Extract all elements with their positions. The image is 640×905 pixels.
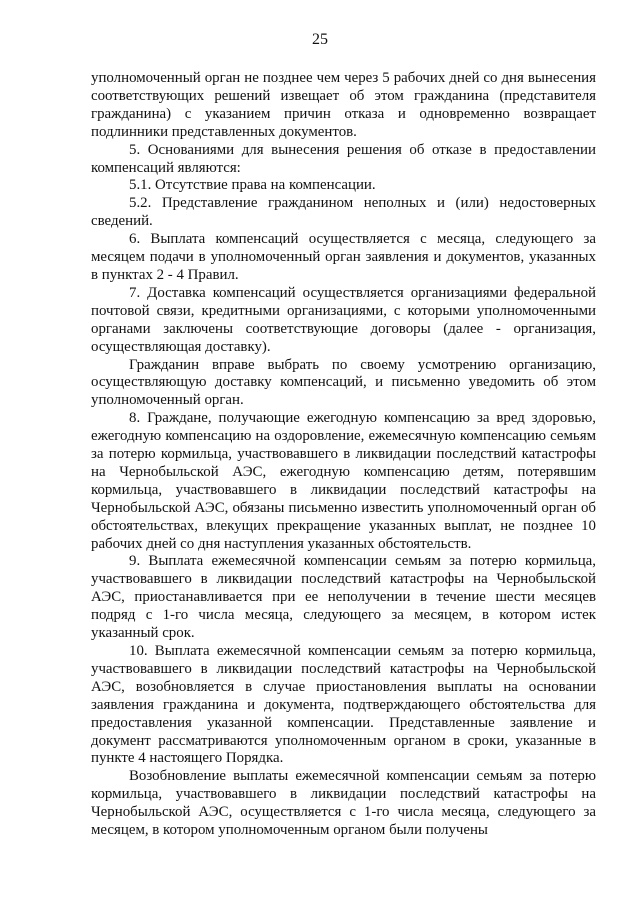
paragraph-5-2: 5.2. Представление гражданином неполных и (или) недостоверных сведений. bbox=[91, 195, 596, 230]
document-body bbox=[91, 70, 596, 840]
paragraph-5-1: 5.1. Отсутствие права на компенсации. bbox=[129, 177, 376, 194]
paragraph-6: 6. Выплата компенсаций осуществляется с месяца, следующего за месяцем подачи в уполномоченный орган заявления и документов, указанных в пунктах 2 - 4 Правил. bbox=[91, 231, 596, 283]
paragraph-9: 9. Выплата ежемесячной компенсации семьям за потерю кормильца, участвовавшего в ликвидации последствий катастрофы на Чернобыльской АЭС, приостанавливается при ее неполучении в течение шести месяцев подряд с 1-го числа месяца, следующего за месяцем, в котором истек указанный срок. bbox=[91, 553, 596, 642]
paragraph-7: 7. Доставка компенсаций осуществляется организациями федеральной почтовой связи, кредитными организациями, с которыми уполномоченными органами заключены соответствующие договоры (далее - организация, осуществляющая доставку). bbox=[91, 284, 596, 355]
paragraph-10-resumption: Возобновление выплаты ежемесячной компенсации семьям за потерю кормильца, участвовавшего в ликвидации последствий катастрофы на Чернобыльской АЭС, осуществляется с 1-го числа месяца, следующего за месяцем, в котором уполномоченным органом были получены bbox=[91, 768, 596, 839]
paragraph-continuation: уполномоченный орган не позднее чем через 5 рабочих дней со дня вынесения соответствующих решений извещает об этом гражданина (представителя гражданина) с указанием причин отказа и одновременно возвращает подлинники представленных документов. bbox=[91, 70, 596, 140]
paragraph-8: 8. Граждане, получающие ежегодную компенсацию за вред здоровью, ежегодную компенсацию на оздоровление, ежемесячную компенсацию семьям за потерю кормильца, участвовавшего в ликвидации последствий катастрофы на Чернобыльской АЭС, ежегодную компенсацию детям, потерявшим кормильца, участвовавшего в ликвидации последствий катастрофы на Чернобыльской АЭС, обязаны письменно известить уполномоченный орган об обстоятельствах, влекущих прекращение указанных выплат, не позднее 10 рабочих дней со дня наступления указанных обстоятельств. bbox=[91, 410, 596, 552]
paragraph-5: 5. Основаниями для вынесения решения об отказе в предоставлении компенсаций являются: bbox=[91, 141, 596, 176]
paragraph-7-delivery-choice: Гражданин вправе выбрать по своему усмотрению организацию, осуществляющую доставку компенсаций, и письменно уведомить об этом уполномоченный орган. bbox=[91, 356, 596, 409]
page-number: 25 bbox=[312, 31, 328, 48]
paragraph-10: 10. Выплата ежемесячной компенсации семьям за потерю кормильца, участвовавшего в ликвидации последствий катастрофы на Чернобыльской АЭС, возобновляется в случае приостановления выплаты на основании заявления гражданина и документа, подтверждающего обстоятельства для предоставления указанной компенсации. Представленные заявление и документ рассматриваются уполномоченным органом в сроки, указанные в пункте 4 настоящего Порядка. bbox=[91, 643, 596, 767]
